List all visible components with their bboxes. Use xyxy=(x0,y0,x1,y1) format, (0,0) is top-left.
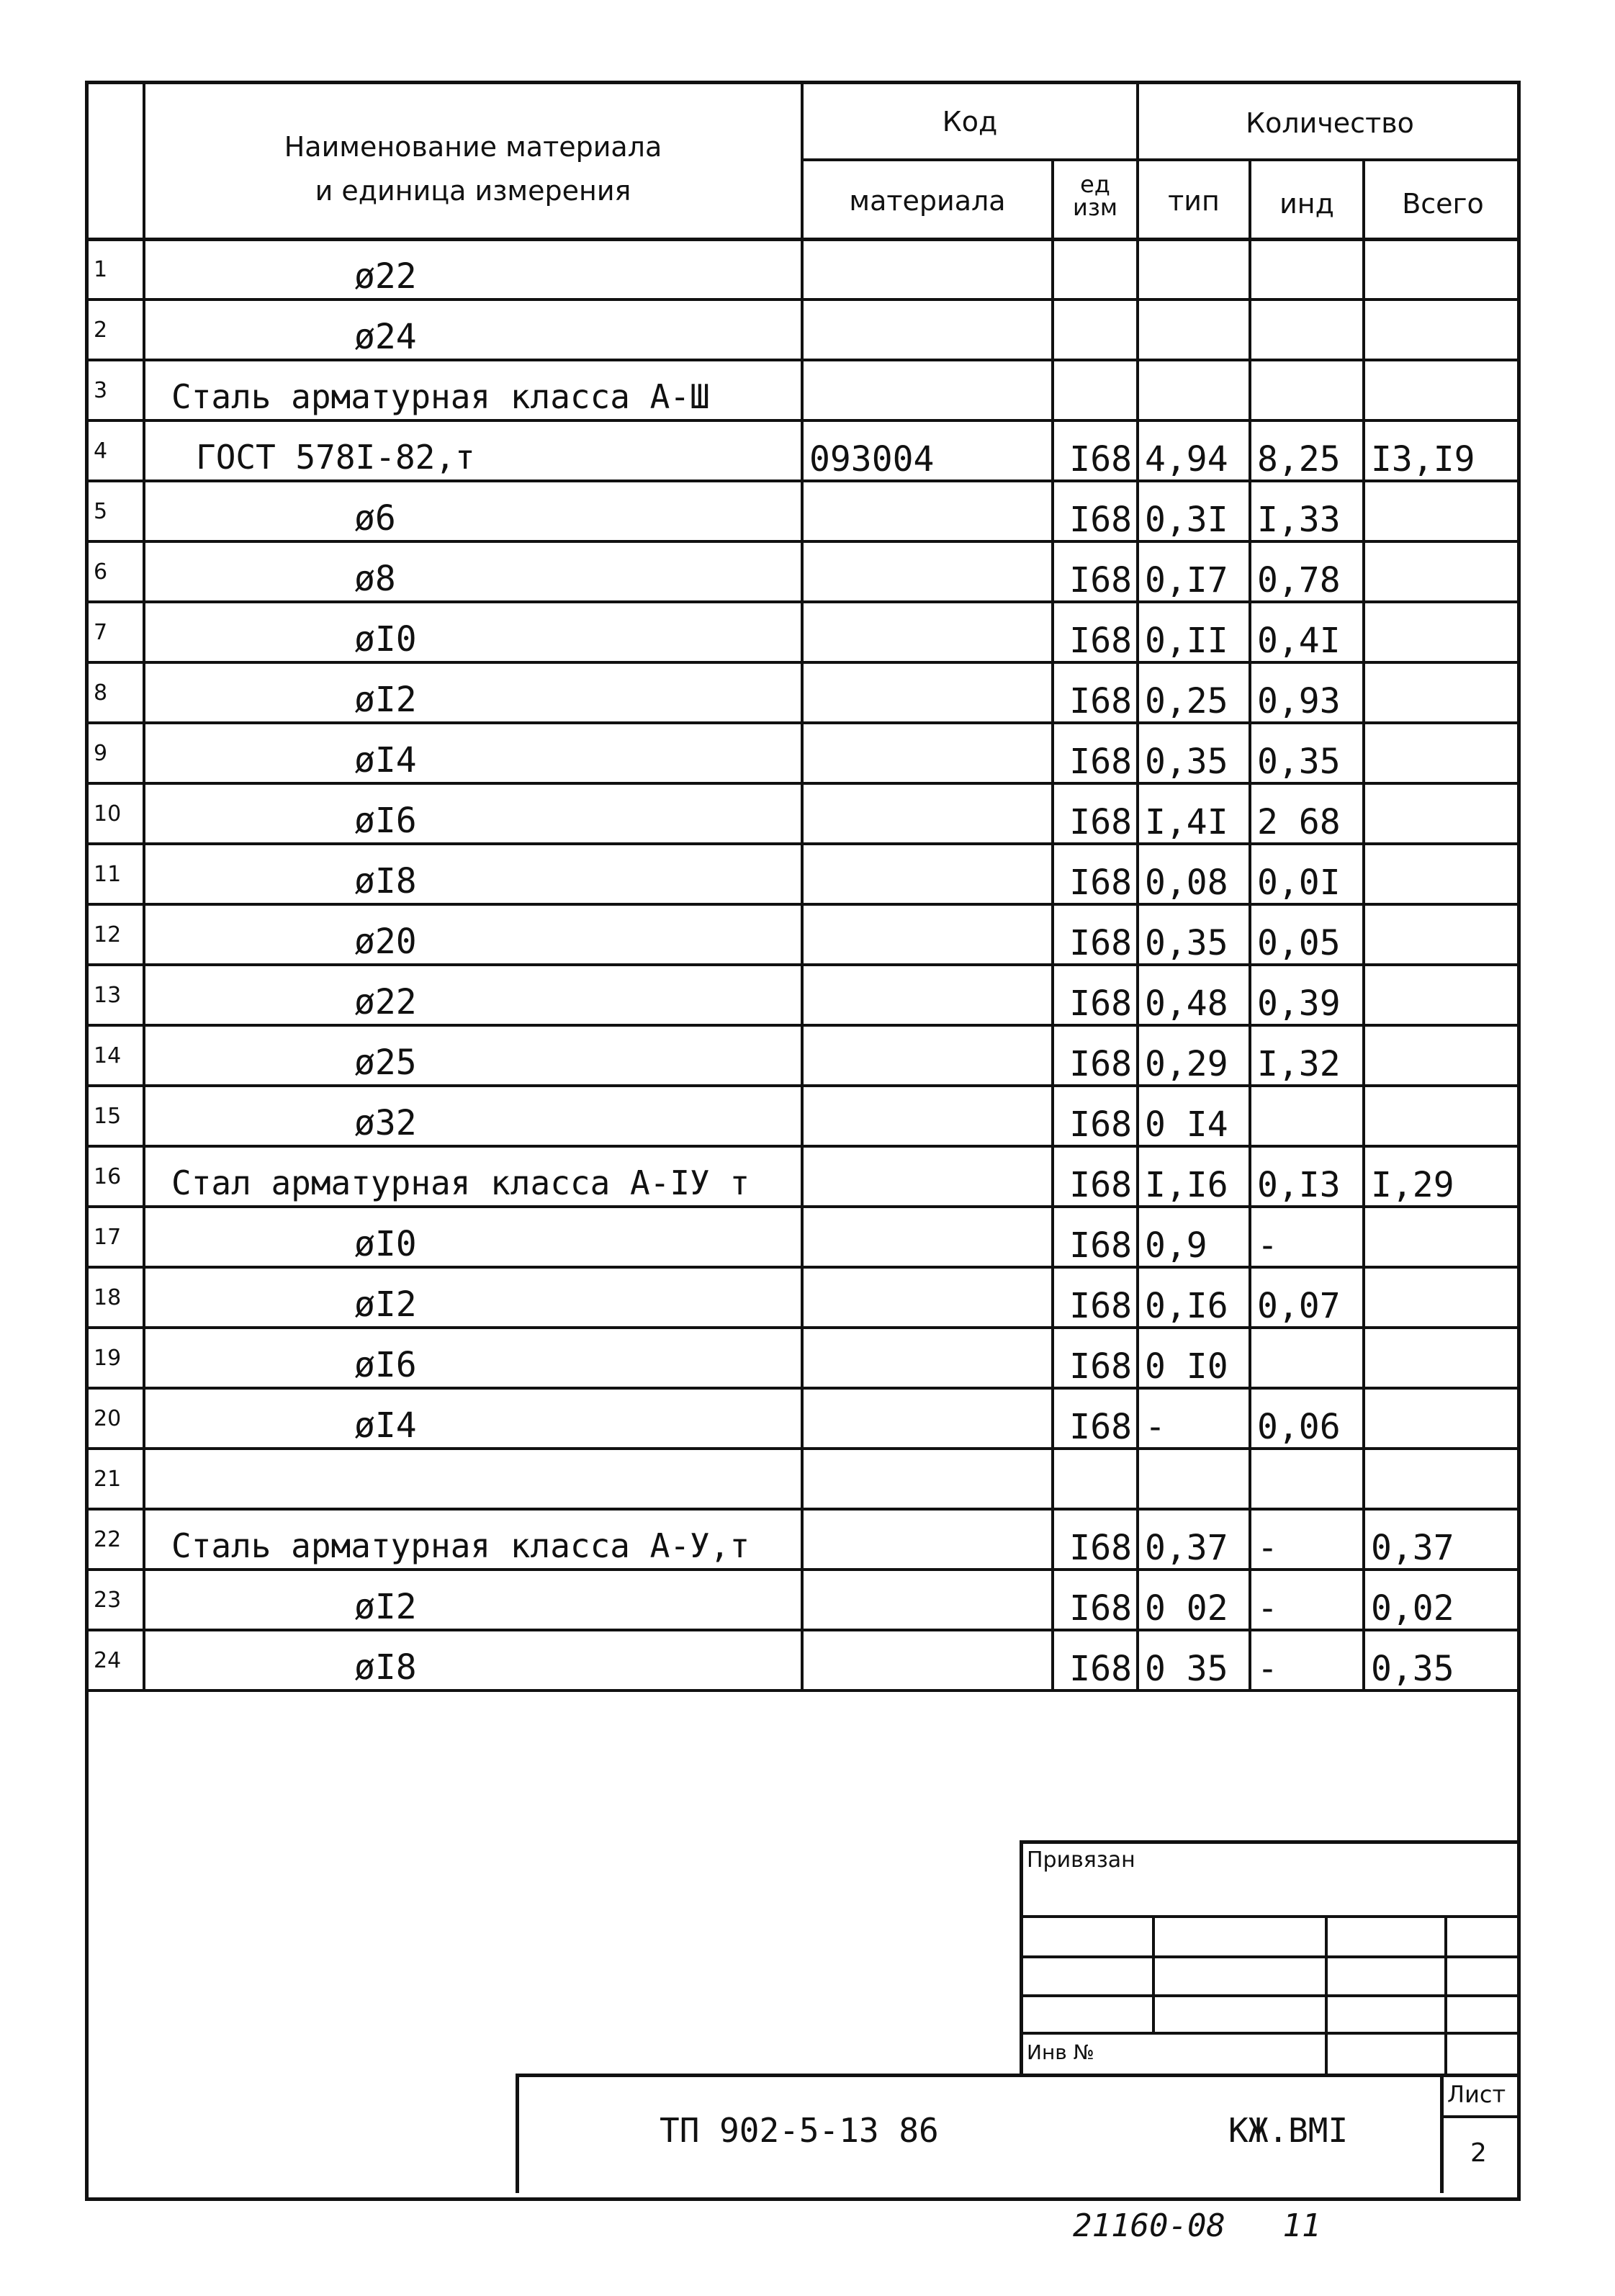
material-name: ø22 xyxy=(145,240,804,301)
qty-typ: 0,I7 xyxy=(1139,543,1251,603)
material-code xyxy=(804,1450,1054,1511)
unit-code xyxy=(1054,301,1139,361)
row-number: 14 xyxy=(85,1027,145,1087)
qty-ind: - xyxy=(1251,1511,1365,1571)
qty-ind: 0,05 xyxy=(1251,906,1365,966)
material-name: øI6 xyxy=(145,785,804,845)
row-number: 3 xyxy=(85,361,145,422)
table-row xyxy=(85,482,1521,543)
row-number: 8 xyxy=(85,664,145,724)
unit-code: I68 xyxy=(1054,1631,1139,1692)
qty-typ: 0,I6 xyxy=(1139,1269,1251,1329)
qty-total xyxy=(1365,1087,1521,1148)
header-qty-ind: инд xyxy=(1279,188,1334,220)
row-number: 5 xyxy=(85,482,145,543)
unit-code: I68 xyxy=(1054,906,1139,966)
qty-ind: 0,39 xyxy=(1251,966,1365,1027)
qty-total xyxy=(1365,1208,1521,1269)
sheet-number: 2 xyxy=(1470,2138,1487,2168)
unit-code: I68 xyxy=(1054,1148,1139,1208)
qty-ind: - xyxy=(1251,1571,1365,1631)
row-number: 19 xyxy=(85,1329,145,1390)
unit-code xyxy=(1054,361,1139,422)
qty-typ: 0,08 xyxy=(1139,845,1251,906)
table-row xyxy=(85,966,1521,1027)
qty-typ xyxy=(1139,240,1251,301)
qty-total xyxy=(1365,664,1521,724)
material-name: øI8 xyxy=(145,845,804,906)
qty-ind: 0,0I xyxy=(1251,845,1365,906)
row-number: 15 xyxy=(85,1087,145,1148)
material-code xyxy=(804,482,1054,543)
row-number: 12 xyxy=(85,906,145,966)
stamp-block xyxy=(516,2074,1521,2193)
unit-code: I68 xyxy=(1054,664,1139,724)
material-code xyxy=(804,301,1054,361)
unit-code: I68 xyxy=(1054,1511,1139,1571)
qty-typ: 0,35 xyxy=(1139,906,1251,966)
header-unit: ед изм xyxy=(1073,171,1117,221)
qty-total: 0,02 xyxy=(1365,1571,1521,1631)
table-row xyxy=(85,603,1521,664)
material-code xyxy=(804,1631,1054,1692)
sheet-label: Лист xyxy=(1447,2081,1506,2108)
table-row xyxy=(85,1571,1521,1631)
row-number: 20 xyxy=(85,1390,145,1450)
qty-total xyxy=(1365,1329,1521,1390)
material-name: øI6 xyxy=(145,1329,804,1390)
header-qty-typ: тип xyxy=(1168,185,1220,217)
qty-ind: 0,35 xyxy=(1251,724,1365,785)
qty-ind xyxy=(1251,1329,1365,1390)
table-row xyxy=(85,1450,1521,1511)
qty-typ: 0 I0 xyxy=(1139,1329,1251,1390)
material-code xyxy=(804,1027,1054,1087)
table-row xyxy=(85,422,1521,482)
qty-typ: 0 02 xyxy=(1139,1571,1251,1631)
qty-typ: I,4I xyxy=(1139,785,1251,845)
qty-typ: 0 I4 xyxy=(1139,1087,1251,1148)
unit-code: I68 xyxy=(1054,543,1139,603)
unit-code: I68 xyxy=(1054,1208,1139,1269)
material-name: ø22 xyxy=(145,966,804,1027)
material-code xyxy=(804,543,1054,603)
qty-total xyxy=(1365,785,1521,845)
qty-ind: 0,4I xyxy=(1251,603,1365,664)
table-row xyxy=(85,1631,1521,1692)
unit-code: I68 xyxy=(1054,603,1139,664)
qty-total xyxy=(1365,1269,1521,1329)
table-row xyxy=(85,543,1521,603)
qty-ind: I,33 xyxy=(1251,482,1365,543)
qty-typ xyxy=(1139,301,1251,361)
row-number: 10 xyxy=(85,785,145,845)
qty-total xyxy=(1365,1390,1521,1450)
qty-total xyxy=(1365,845,1521,906)
material-code xyxy=(804,845,1054,906)
material-code xyxy=(804,240,1054,301)
unit-code xyxy=(1054,1450,1139,1511)
row-number: 16 xyxy=(85,1148,145,1208)
material-code xyxy=(804,664,1054,724)
header-name-col: Наименование материала и единица измерения xyxy=(284,131,662,207)
table-row xyxy=(85,1269,1521,1329)
table-body xyxy=(85,240,1521,1692)
row-number: 24 xyxy=(85,1631,145,1692)
material-name: ø8 xyxy=(145,543,804,603)
material-name: øI0 xyxy=(145,603,804,664)
row-number: 17 xyxy=(85,1208,145,1269)
unit-code: I68 xyxy=(1054,785,1139,845)
qty-total xyxy=(1365,240,1521,301)
title-block xyxy=(1020,1840,1521,2075)
qty-total xyxy=(1365,1450,1521,1511)
material-code xyxy=(804,361,1054,422)
material-code xyxy=(804,1148,1054,1208)
material-name: øI4 xyxy=(145,724,804,785)
qty-ind xyxy=(1251,1087,1365,1148)
qty-ind xyxy=(1251,301,1365,361)
row-number: 22 xyxy=(85,1511,145,1571)
row-number: 21 xyxy=(85,1450,145,1511)
qty-typ xyxy=(1139,361,1251,422)
qty-typ: 0,37 xyxy=(1139,1511,1251,1571)
header-qty-total: Всего xyxy=(1402,188,1484,220)
material-name: ø20 xyxy=(145,906,804,966)
qty-total xyxy=(1365,906,1521,966)
material-name: øI0 xyxy=(145,1208,804,1269)
unit-code: I68 xyxy=(1054,966,1139,1027)
qty-ind: - xyxy=(1251,1631,1365,1692)
qty-ind: 2 68 xyxy=(1251,785,1365,845)
material-code xyxy=(804,906,1054,966)
qty-typ: I,I6 xyxy=(1139,1148,1251,1208)
material-code xyxy=(804,724,1054,785)
qty-typ xyxy=(1139,1450,1251,1511)
header-code-group: Код xyxy=(942,106,998,138)
row-number: 23 xyxy=(85,1571,145,1631)
material-code xyxy=(804,1511,1054,1571)
material-code: 093004 xyxy=(804,422,1054,482)
material-code xyxy=(804,1329,1054,1390)
qty-ind xyxy=(1251,361,1365,422)
qty-total xyxy=(1365,724,1521,785)
material-name: Сталь арматурная класса А-У,т xyxy=(145,1511,804,1571)
table-row xyxy=(85,1148,1521,1208)
table-row xyxy=(85,361,1521,422)
qty-ind: 8,25 xyxy=(1251,422,1365,482)
qty-ind: 0,93 xyxy=(1251,664,1365,724)
material-name: øI4 xyxy=(145,1390,804,1450)
unit-code: I68 xyxy=(1054,1087,1139,1148)
row-number: 9 xyxy=(85,724,145,785)
table-row xyxy=(85,664,1521,724)
table-row xyxy=(85,785,1521,845)
material-name: ø24 xyxy=(145,301,804,361)
qty-total: 0,37 xyxy=(1365,1511,1521,1571)
table-header xyxy=(85,81,1521,240)
qty-typ: 0,9 xyxy=(1139,1208,1251,1269)
doc-code: ТП 902-5-13 86 xyxy=(660,2111,939,2150)
unit-code: I68 xyxy=(1054,482,1139,543)
material-name: øI8 xyxy=(145,1631,804,1692)
table-row xyxy=(85,1027,1521,1087)
qty-total xyxy=(1365,482,1521,543)
qty-typ: - xyxy=(1139,1390,1251,1450)
material-code xyxy=(804,1208,1054,1269)
privyazan-label: Привязан xyxy=(1027,1847,1135,1873)
qty-typ: 0,48 xyxy=(1139,966,1251,1027)
material-code xyxy=(804,966,1054,1027)
material-name: Сталь арматурная класса А-Ш xyxy=(145,361,804,422)
qty-total xyxy=(1365,966,1521,1027)
material-code xyxy=(804,1087,1054,1148)
material-name xyxy=(145,1450,804,1511)
material-name: ø32 xyxy=(145,1087,804,1148)
qty-ind: - xyxy=(1251,1208,1365,1269)
unit-code: I68 xyxy=(1054,845,1139,906)
unit-code: I68 xyxy=(1054,1269,1139,1329)
table-row xyxy=(85,1087,1521,1148)
material-code xyxy=(804,1390,1054,1450)
qty-ind: 0,I3 xyxy=(1251,1148,1365,1208)
qty-total xyxy=(1365,1027,1521,1087)
material-code xyxy=(804,785,1054,845)
header-code-material: материала xyxy=(849,185,1006,217)
table-row xyxy=(85,301,1521,361)
row-number: 11 xyxy=(85,845,145,906)
qty-ind xyxy=(1251,1450,1365,1511)
material-name: øI2 xyxy=(145,1571,804,1631)
material-name: øI2 xyxy=(145,1269,804,1329)
material-name: Стал арматурная класса А-IУ т xyxy=(145,1148,804,1208)
qty-total xyxy=(1365,361,1521,422)
table-row xyxy=(85,1511,1521,1571)
table-row xyxy=(85,906,1521,966)
table-row xyxy=(85,724,1521,785)
row-number: 13 xyxy=(85,966,145,1027)
qty-ind: I,32 xyxy=(1251,1027,1365,1087)
inv-no-label: Инв № xyxy=(1027,2040,1094,2064)
row-number: 6 xyxy=(85,543,145,603)
qty-typ: 4,94 xyxy=(1139,422,1251,482)
table-row xyxy=(85,1329,1521,1390)
qty-total xyxy=(1365,603,1521,664)
row-number: 1 xyxy=(85,240,145,301)
row-number: 18 xyxy=(85,1269,145,1329)
qty-typ: 0,29 xyxy=(1139,1027,1251,1087)
qty-typ: 0,II xyxy=(1139,603,1251,664)
table-row xyxy=(85,1208,1521,1269)
qty-total xyxy=(1365,301,1521,361)
material-code xyxy=(804,1571,1054,1631)
qty-typ: 0 35 xyxy=(1139,1631,1251,1692)
unit-code: I68 xyxy=(1054,1027,1139,1087)
qty-ind: 0,78 xyxy=(1251,543,1365,603)
material-code xyxy=(804,603,1054,664)
qty-total: I,29 xyxy=(1365,1148,1521,1208)
unit-code: I68 xyxy=(1054,1329,1139,1390)
qty-typ: 0,3I xyxy=(1139,482,1251,543)
doc-mark: КЖ.ВМI xyxy=(1228,2111,1349,2150)
qty-ind: 0,07 xyxy=(1251,1269,1365,1329)
qty-total: 0,35 xyxy=(1365,1631,1521,1692)
header-qty-group: Количество xyxy=(1246,107,1414,139)
qty-ind xyxy=(1251,240,1365,301)
qty-typ: 0,35 xyxy=(1139,724,1251,785)
qty-total xyxy=(1365,543,1521,603)
unit-code: I68 xyxy=(1054,422,1139,482)
row-number: 4 xyxy=(85,422,145,482)
unit-code: I68 xyxy=(1054,1390,1139,1450)
material-name: øI2 xyxy=(145,664,804,724)
qty-typ: 0,25 xyxy=(1139,664,1251,724)
table-row xyxy=(85,1390,1521,1450)
material-code xyxy=(804,1269,1054,1329)
footer-note: 21160-08 11 xyxy=(1073,2207,1321,2244)
material-name: ø6 xyxy=(145,482,804,543)
row-number: 7 xyxy=(85,603,145,664)
material-name: ГОСТ 578I-82,т xyxy=(145,422,804,482)
qty-ind: 0,06 xyxy=(1251,1390,1365,1450)
unit-code: I68 xyxy=(1054,1571,1139,1631)
row-number: 2 xyxy=(85,301,145,361)
table-row xyxy=(85,845,1521,906)
table-row xyxy=(85,240,1521,301)
unit-code: I68 xyxy=(1054,724,1139,785)
unit-code xyxy=(1054,240,1139,301)
qty-total: I3,I9 xyxy=(1365,422,1521,482)
material-name: ø25 xyxy=(145,1027,804,1087)
